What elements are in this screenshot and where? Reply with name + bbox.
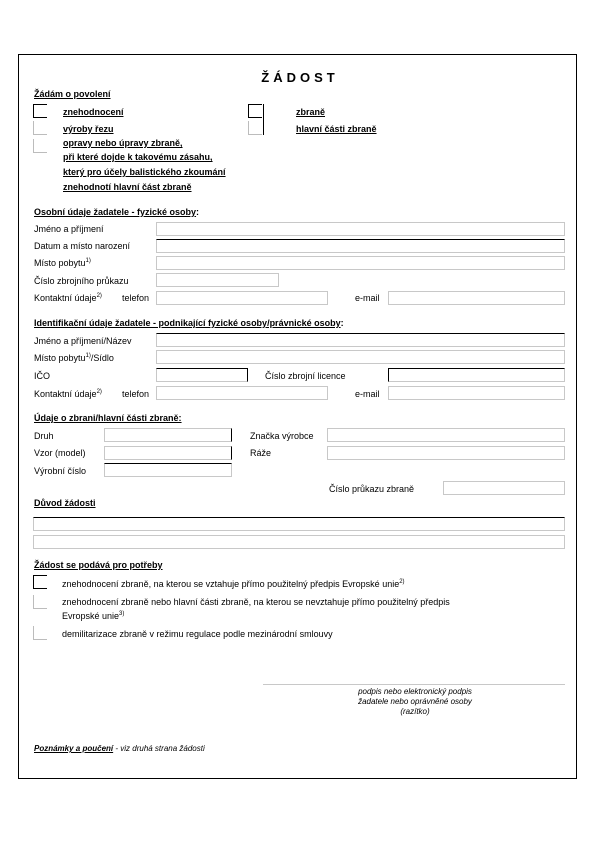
option-repair-line2: při které dojde k takovému zásahu, bbox=[63, 152, 213, 162]
person-license-label: Číslo zbrojního průkazu bbox=[34, 276, 129, 286]
person-contact-label: Kontaktní údaje$^{2)}$ bbox=[34, 293, 102, 303]
notes-suffix: - viz druhá strana žádosti bbox=[113, 744, 205, 753]
option-repair-line3: který pro účely balistického zkoumání bbox=[63, 167, 226, 177]
signature-line bbox=[263, 684, 565, 685]
business-heading: Identifikační údaje žadatele - podnikající fyzické osoby/právnické osoby: bbox=[34, 318, 344, 328]
business-ico-field[interactable] bbox=[156, 368, 248, 382]
notes-label[interactable]: Poznámky a poučení bbox=[34, 744, 114, 753]
business-contact-label: Kontaktní údaje$^{2)}$ bbox=[34, 389, 102, 399]
reason-field-line1[interactable] bbox=[33, 517, 565, 531]
weapon-type-label: Druh bbox=[34, 431, 54, 441]
need-demilitarization-label: demilitarizace zbraně v režimu regulace podle mezinárodní smlouvy bbox=[62, 629, 333, 639]
checkbox-devaluation[interactable] bbox=[33, 104, 47, 118]
need-eu-label: znehodnocení zbraně, na kterou se vztahuje přímo použitelný předpis Evropské unie$^{2)}$ bbox=[62, 579, 405, 589]
option-cut: výroby řezu bbox=[63, 124, 114, 134]
weapon-model-field[interactable] bbox=[104, 446, 232, 460]
business-residence-label: Místo pobytu$^{1)}$/Sídlo bbox=[34, 353, 114, 363]
signature-caption bbox=[300, 687, 530, 717]
business-phone-field[interactable] bbox=[156, 386, 328, 400]
form-title: ŽÁDOST bbox=[261, 70, 339, 85]
weapon-type-field[interactable] bbox=[104, 428, 232, 442]
business-license-field[interactable] bbox=[388, 368, 565, 382]
person-heading: Osobní údaje žadatele - fyzické osoby: bbox=[34, 207, 200, 217]
option-devaluation: znehodnocení bbox=[63, 107, 124, 117]
checkbox-need-eu[interactable] bbox=[33, 575, 47, 589]
business-license-label: Číslo zbrojní licence bbox=[265, 371, 346, 381]
weapon-brand-field[interactable] bbox=[327, 428, 565, 442]
weapon-heading: Údaje o zbrani/hlavní části zbraně: bbox=[34, 413, 182, 423]
weapon-model-label: Vzor (model) bbox=[34, 448, 86, 458]
option-repair-line1: opravy nebo úpravy zbraně, bbox=[63, 138, 183, 148]
business-phone-label: telefon bbox=[122, 389, 150, 399]
reason-field-line2[interactable] bbox=[33, 535, 565, 549]
signature-caption-line3: (razítko) bbox=[400, 707, 430, 716]
need-non-eu-label-line1: znehodnocení zbraně nebo hlavní části zbraně, na kterou se nevztahuje přímo použitelný předpis bbox=[62, 597, 450, 607]
person-email-field[interactable] bbox=[388, 291, 565, 305]
weapon-card-field[interactable] bbox=[443, 481, 565, 495]
signature-caption-line2: žadatele nebo oprávněné osoby bbox=[358, 697, 472, 706]
business-email-label: e-mail bbox=[355, 389, 380, 399]
request-heading: Žádám o povolení bbox=[34, 89, 111, 99]
business-email-field[interactable] bbox=[388, 386, 565, 400]
right-checkbox-rule bbox=[263, 104, 264, 135]
person-license-field[interactable] bbox=[156, 273, 279, 287]
option-main-part: hlavní části zbraně bbox=[296, 124, 377, 134]
weapon-caliber-field[interactable] bbox=[327, 446, 565, 460]
need-non-eu-label-line2: Evropské unie$^{3)}$ bbox=[62, 611, 125, 621]
person-name-field[interactable] bbox=[156, 222, 565, 236]
person-birth-label: Datum a místo narození bbox=[34, 241, 131, 251]
business-residence-field[interactable] bbox=[156, 350, 565, 364]
weapon-card-label: Číslo průkazu zbraně bbox=[329, 484, 415, 494]
need-heading: Žádost se podává pro potřeby bbox=[34, 560, 163, 570]
checkbox-need-non-eu[interactable] bbox=[33, 595, 47, 609]
signature-caption-line1: podpis nebo elektronický podpis bbox=[358, 687, 472, 696]
weapon-serial-field[interactable] bbox=[104, 463, 232, 477]
business-ico-label: IČO bbox=[34, 371, 51, 381]
person-phone-label: telefon bbox=[122, 293, 150, 303]
option-repair-line4: znehodnotí hlavní část zbraně bbox=[63, 182, 192, 192]
person-birth-field[interactable] bbox=[156, 239, 565, 253]
person-residence-label: Místo pobytu$^{1)}$ bbox=[34, 258, 91, 268]
business-name-field[interactable] bbox=[156, 333, 565, 347]
reason-heading: Důvod žádosti bbox=[34, 498, 96, 508]
person-phone-field[interactable] bbox=[156, 291, 328, 305]
notes bbox=[34, 743, 205, 754]
business-name-label: Jméno a příjmení/Název bbox=[34, 336, 132, 346]
person-residence-field[interactable] bbox=[156, 256, 565, 270]
option-weapon: zbraně bbox=[296, 107, 326, 117]
checkbox-need-demilitarization[interactable] bbox=[33, 626, 47, 640]
checkbox-cut[interactable] bbox=[33, 121, 47, 135]
weapon-serial-label: Výrobní číslo bbox=[34, 466, 87, 476]
person-name-label: Jméno a příjmení bbox=[34, 224, 104, 234]
checkbox-main-part[interactable] bbox=[248, 121, 262, 135]
weapon-brand-label: Značka výrobce bbox=[250, 431, 314, 441]
person-email-label: e-mail bbox=[355, 293, 380, 303]
checkbox-repair[interactable] bbox=[33, 139, 47, 153]
checkbox-weapon[interactable] bbox=[248, 104, 262, 118]
weapon-caliber-label: Ráže bbox=[250, 448, 272, 458]
